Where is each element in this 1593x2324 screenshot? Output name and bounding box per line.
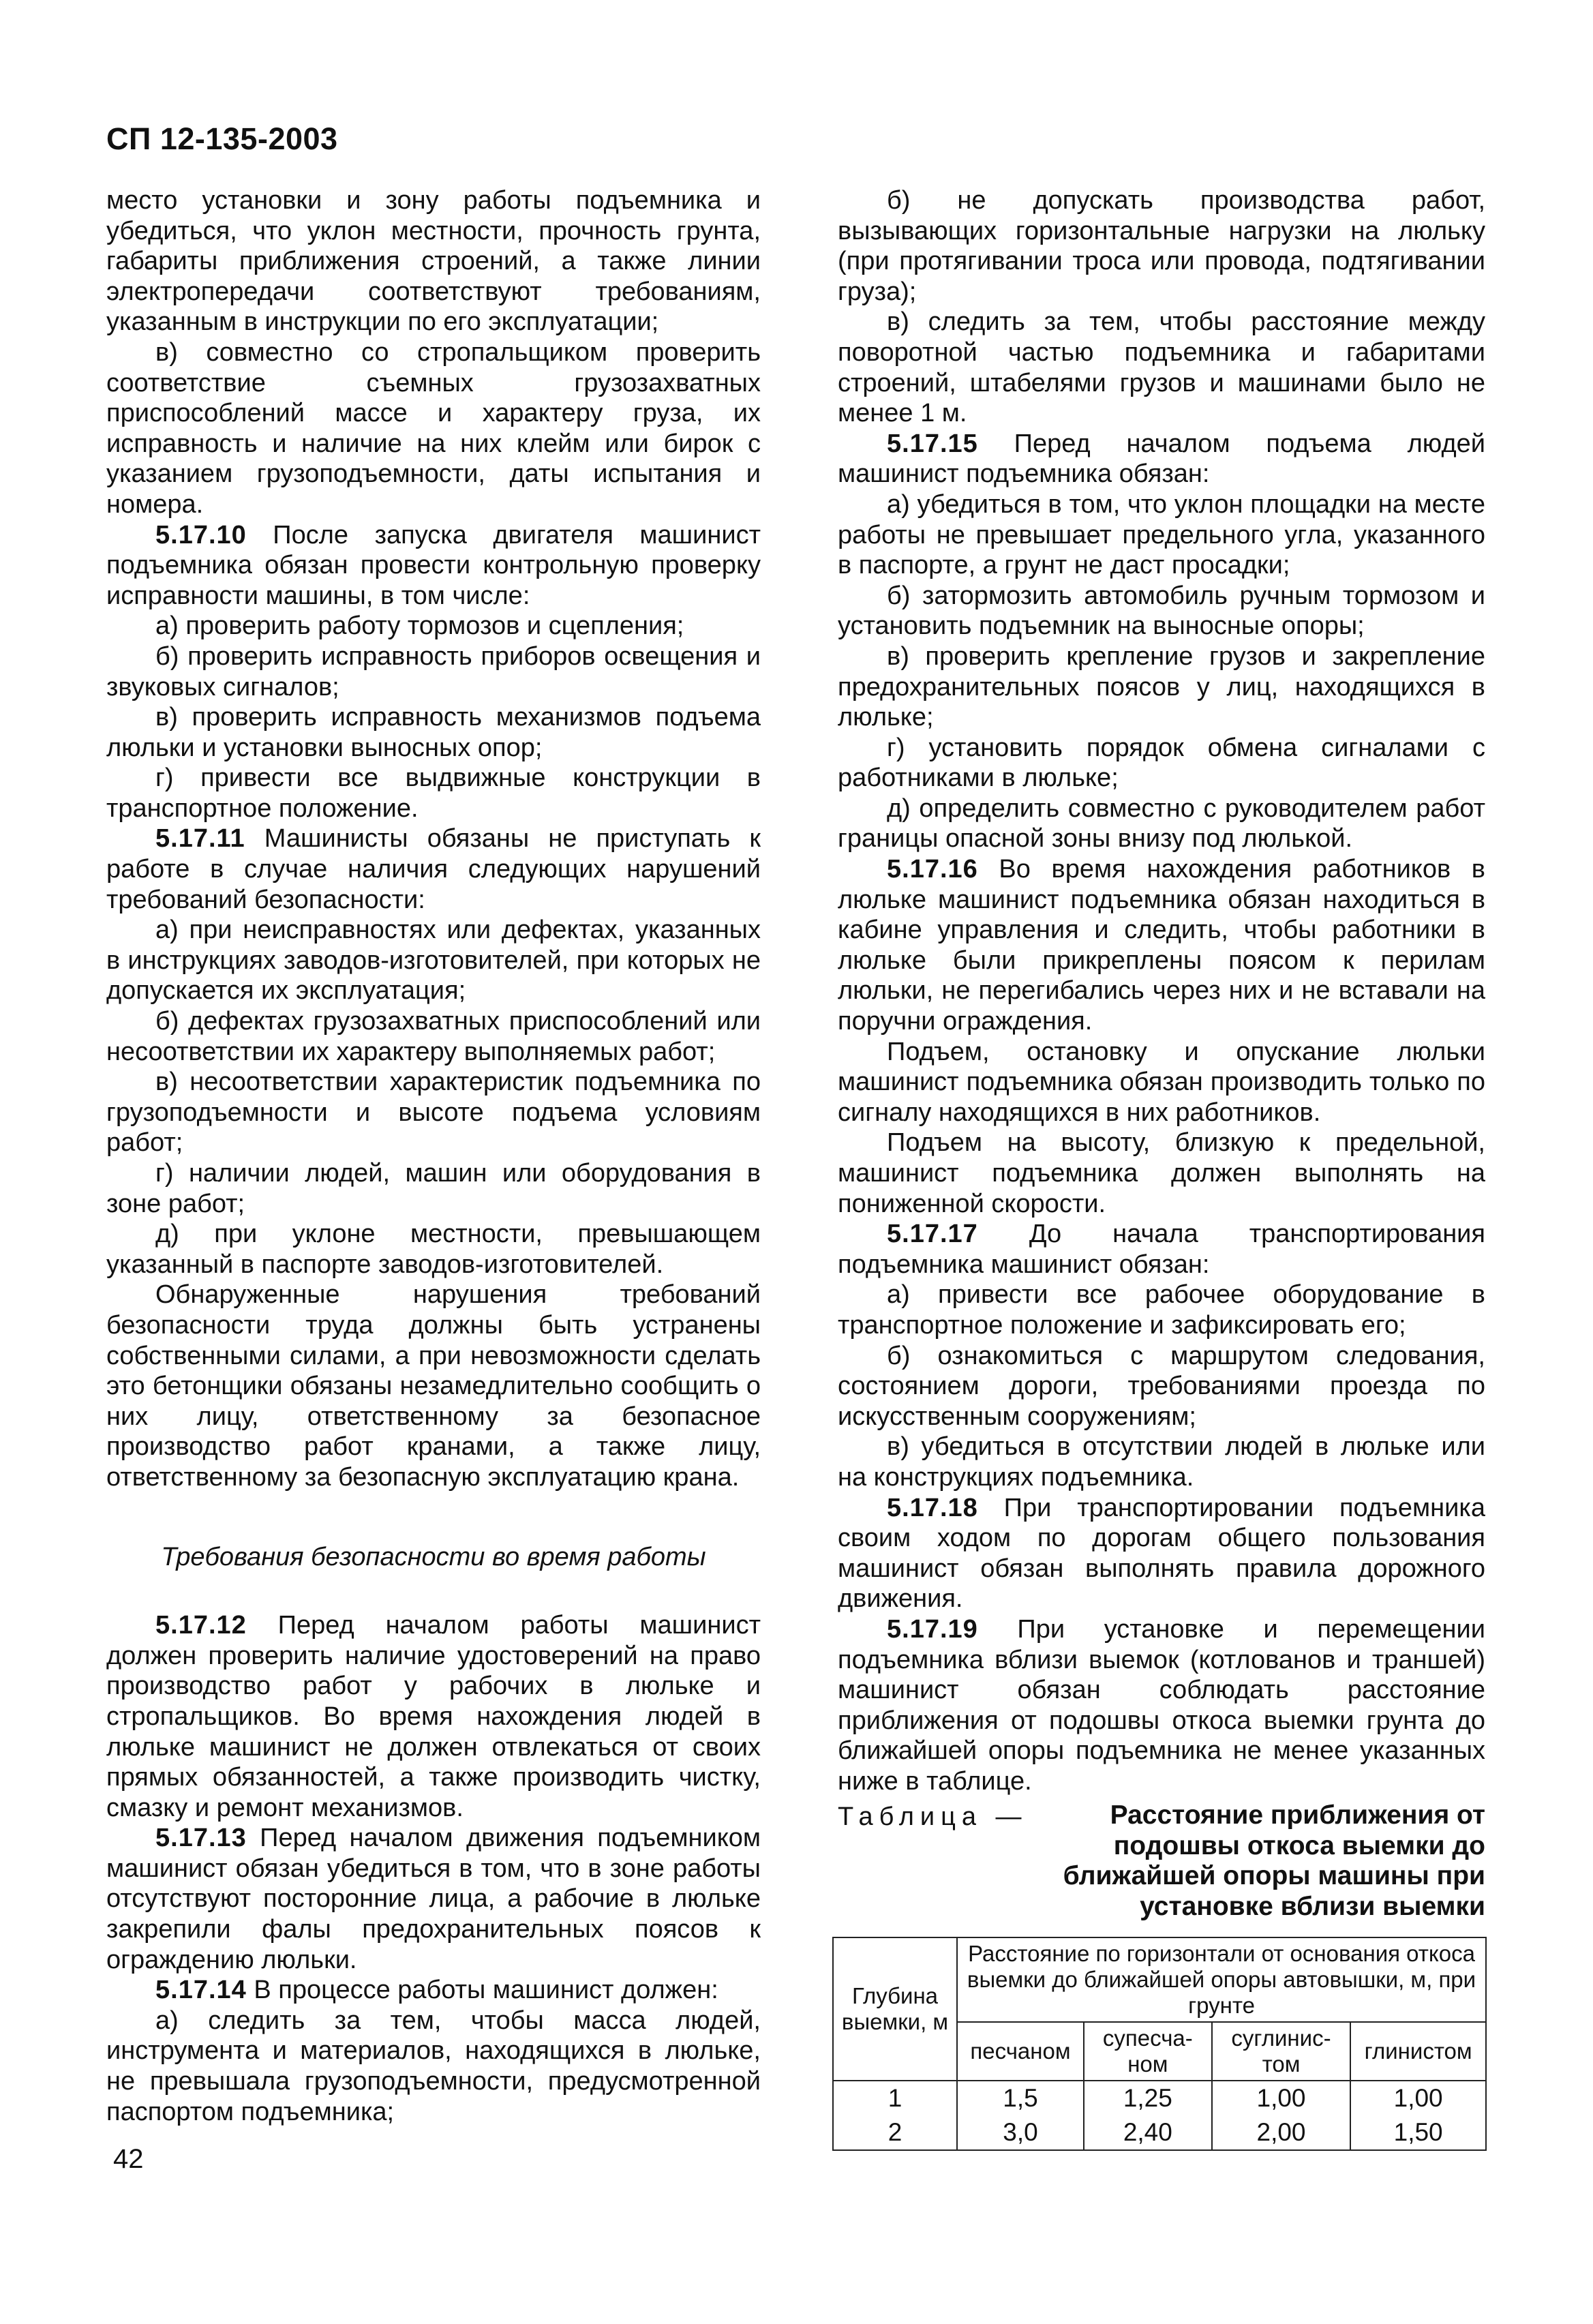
list-item: г) установить порядок обмена сигналами с работниками в люльке; <box>838 733 1485 793</box>
clause-5-17-12 <box>106 1610 761 1823</box>
clause-text: При транспортировании подъемника своим ходом по дорогам общего пользования машинист обязан выполнять правила дорожного движения. <box>838 1493 1485 1614</box>
clause-text: В процессе работы машинист должен: <box>246 1976 718 2005</box>
list-item: в) следить за тем, чтобы расстояние между поворотной частью подъемника и габаритами строений, штабелями грузов и машинами было не менее 1 м. <box>838 307 1485 428</box>
list-item: б) ознакомиться с маршрутом следования, состоянием дороги, требованиями проезда по искусственным сооружениям; <box>838 1341 1485 1431</box>
left-column <box>106 185 761 2127</box>
clause-text: Во время нахождения работников в люльке машинист подъемника обязан находиться в кабине управления и следить, чтобы работники в люльке были прикреплены поясом к перилам люльки, не перегибались через них и не вставали на поручни ограждения. <box>838 855 1485 1036</box>
table-cell: 1,50 <box>1350 2115 1486 2150</box>
list-item: в) проверить крепление грузов и закрепление предохранительных поясов у лиц, находящихся в люльке; <box>838 642 1485 732</box>
table-cell: 1,00 <box>1212 2081 1351 2115</box>
list-item: а) проверить работу тормозов и сцепления; <box>155 612 684 641</box>
list-item: д) определить совместно с руководителем работ границы опасной зоны внизу под люлькой. <box>838 794 1485 854</box>
table-header-soil: глинистом <box>1350 2022 1486 2081</box>
clause-5-17-16 <box>838 854 1485 1037</box>
document-code: СП 12-135-2003 <box>106 121 338 156</box>
clause-number: 5.17.10 <box>155 520 247 549</box>
table-caption <box>838 1800 1485 1922</box>
list-item: г) наличии людей, машин или оборудования в зоне работ; <box>106 1159 761 1218</box>
table-header-soil: песчаном <box>957 2022 1084 2081</box>
clause-5-17-19 <box>838 1614 1485 1797</box>
clause-number: 5.17.11 <box>155 824 245 854</box>
clause-text: Перед началом подъема людей машинист подъемника обязан: <box>838 429 1485 489</box>
list-item: в) убедиться в отсутствии людей в люльке или на конструкциях подъемника. <box>838 1432 1485 1492</box>
table-header-depth: Глубина выемки, м <box>833 1937 957 2081</box>
clause-5-17-17 <box>838 1219 1485 1280</box>
paragraph: Подъем, остановку и опускание люльки машинист подъемника обязан производить только по сигналу находящихся в них работников. <box>838 1037 1485 1127</box>
clause-text: Перед началом работы машинист должен проверить наличие удостоверений на право производство работ у рабочих в люльке и стропальщиков. Во время нахождения людей в люльке машинист не должен отвлекаться от своих прямых обязанностей, а также производить чистку, смазку и ремонт механизмов. <box>106 1611 761 1822</box>
list-item: д) при уклоне местности, превышающем указанный в паспорте заводов-изготовителей. <box>106 1220 761 1279</box>
clause-text: Машинисты обязаны не приступать к работе в случае наличия следующих нарушений требований безопасности: <box>106 824 761 914</box>
paragraph: Подъем на высоту, близкую к предельной, машинист подъемника должен выполнять на пониженной скорости. <box>838 1128 1485 1218</box>
table-caption-title: Расстояние приближения от подошвы откоса выемки до ближайшей опоры машины при установке вблизи выемки <box>1063 1800 1485 1921</box>
clause-number: 5.17.13 <box>155 1824 247 1853</box>
paragraph: место установки и зону работы подъемника и убедиться, что уклон местности, прочность грунта, габариты приближения строений, а также линии электропередачи соответствуют требованиям, указанным в инструкции по его эксплуатации; <box>106 186 761 337</box>
clause-number: 5.17.17 <box>887 1220 978 1249</box>
table-cell: 1,25 <box>1084 2081 1212 2115</box>
clause-number: 5.17.18 <box>887 1493 978 1522</box>
clause-5-17-18 <box>838 1493 1485 1614</box>
table-cell: 1 <box>833 2081 957 2115</box>
page-number: 42 <box>113 2144 144 2174</box>
clause-5-17-11 <box>106 824 761 915</box>
clause-text: При установке и перемещении подъемника вблизи выемок (котлованов и траншей) машинист обязан соблюдать расстояние приближения от подошвы откоса выемки грунта до ближайшей опоры подъемника не менее указанных ниже в таблице. <box>838 1614 1485 1796</box>
paragraph: в) совместно со стропальщиком проверить соответствие съемных грузозахватных приспособлений массе и характеру груза, их исправность и наличие на них клейм или бирок с указанием грузоподъемности, даты испытания и номера. <box>106 337 761 519</box>
list-item: г) привести все выдвижные конструкции в транспортное положение. <box>106 764 761 823</box>
list-item: в) проверить исправность механизмов подъема люльки и установки выносных опор; <box>106 703 761 762</box>
clause-5-17-14 <box>106 1975 761 2006</box>
list-item: в) несоответствии характеристик подъемника по грузоподъемности и высоте подъема условиям работ; <box>106 1068 761 1158</box>
table-cell: 3,0 <box>957 2115 1084 2150</box>
list-item: а) при неисправностях или дефектах, указанных в инструкциях заводов-изготовителей, при которых не допускается их эксплуатация; <box>106 916 761 1006</box>
table-cell: 2,40 <box>1084 2115 1212 2150</box>
clause-number: 5.17.12 <box>155 1611 247 1640</box>
paragraph: Обнаруженные нарушения требований безопасности труда должны быть устранены собственными силами, а при невозможности сделать это бетонщики обязаны незамедлительно сообщить о них лицу, ответственному за безопасное производство работ кранами, а также лицу, ответственному за безопасную эксплуатацию крана. <box>106 1280 761 1492</box>
table-row <box>833 2115 1486 2150</box>
table-cell: 2,00 <box>1212 2115 1351 2150</box>
table-header-soil: супесча-ном <box>1084 2022 1212 2081</box>
list-item: а) убедиться в том, что уклон площадки на месте работы не превышает предельного угла, указанного в паспорте, а грунт не даст просадки; <box>838 489 1485 580</box>
list-item: б) не допускать производства работ, вызывающих горизонтальные нагрузки на люльку (при протягивании троса или провода, подтягивании груза); <box>838 186 1485 306</box>
table-cell: 1,00 <box>1350 2081 1486 2115</box>
clause-5-17-13 <box>106 1823 761 1975</box>
list-item: а) привести все рабочее оборудование в транспортное положение и зафиксировать его; <box>838 1280 1485 1340</box>
table-cell: 1,5 <box>957 2081 1084 2115</box>
list-item: б) затормозить автомобиль ручным тормозом и установить подъемник на выносные опоры; <box>838 581 1485 641</box>
clause-number: 5.17.14 <box>155 1976 247 2005</box>
list-item: а) следить за тем, чтобы масса людей, инструмента и материалов, находящихся в люльке, не превышала грузоподъемности, предусмотренной паспортом подъемника; <box>106 2006 761 2126</box>
distance-table <box>832 1937 1487 2151</box>
table-caption-label: Таблица — <box>838 1802 1028 1832</box>
clause-number: 5.17.19 <box>887 1614 978 1644</box>
section-subheading: Требования безопасности во время работы <box>161 1542 706 1571</box>
clause-text: До начала транспортирования подъемника машинист обязан: <box>838 1220 1485 1279</box>
table-header-group: Расстояние по горизонтали от основания откоса выемки до ближайшей опоры автовышки, м, при грунте <box>957 1937 1486 2022</box>
table-row <box>833 2081 1486 2115</box>
clause-number: 5.17.15 <box>887 429 978 458</box>
table-cell: 2 <box>833 2115 957 2150</box>
clause-5-17-10 <box>106 520 761 612</box>
right-column <box>838 185 1485 2151</box>
clause-text: Перед началом движения подъемником машинист обязан убедиться в том, что в зоне работы отсутствуют посторонние лица, а рабочие в люльке закрепили фалы предохранительных поясов к ограждению люльки. <box>106 1824 761 1974</box>
clause-number: 5.17.16 <box>887 855 978 884</box>
clause-5-17-15 <box>838 429 1485 489</box>
table-header-soil: суглинис-том <box>1212 2022 1351 2081</box>
list-item: б) дефектах грузозахватных приспособлений или несоответствии их характеру выполняемых работ; <box>106 1007 761 1066</box>
list-item: б) проверить исправность приборов освещения и звуковых сигналов; <box>106 642 761 701</box>
clause-text: После запуска двигателя машинист подъемника обязан провести контрольную проверку исправности машины, в том числе: <box>106 520 761 610</box>
